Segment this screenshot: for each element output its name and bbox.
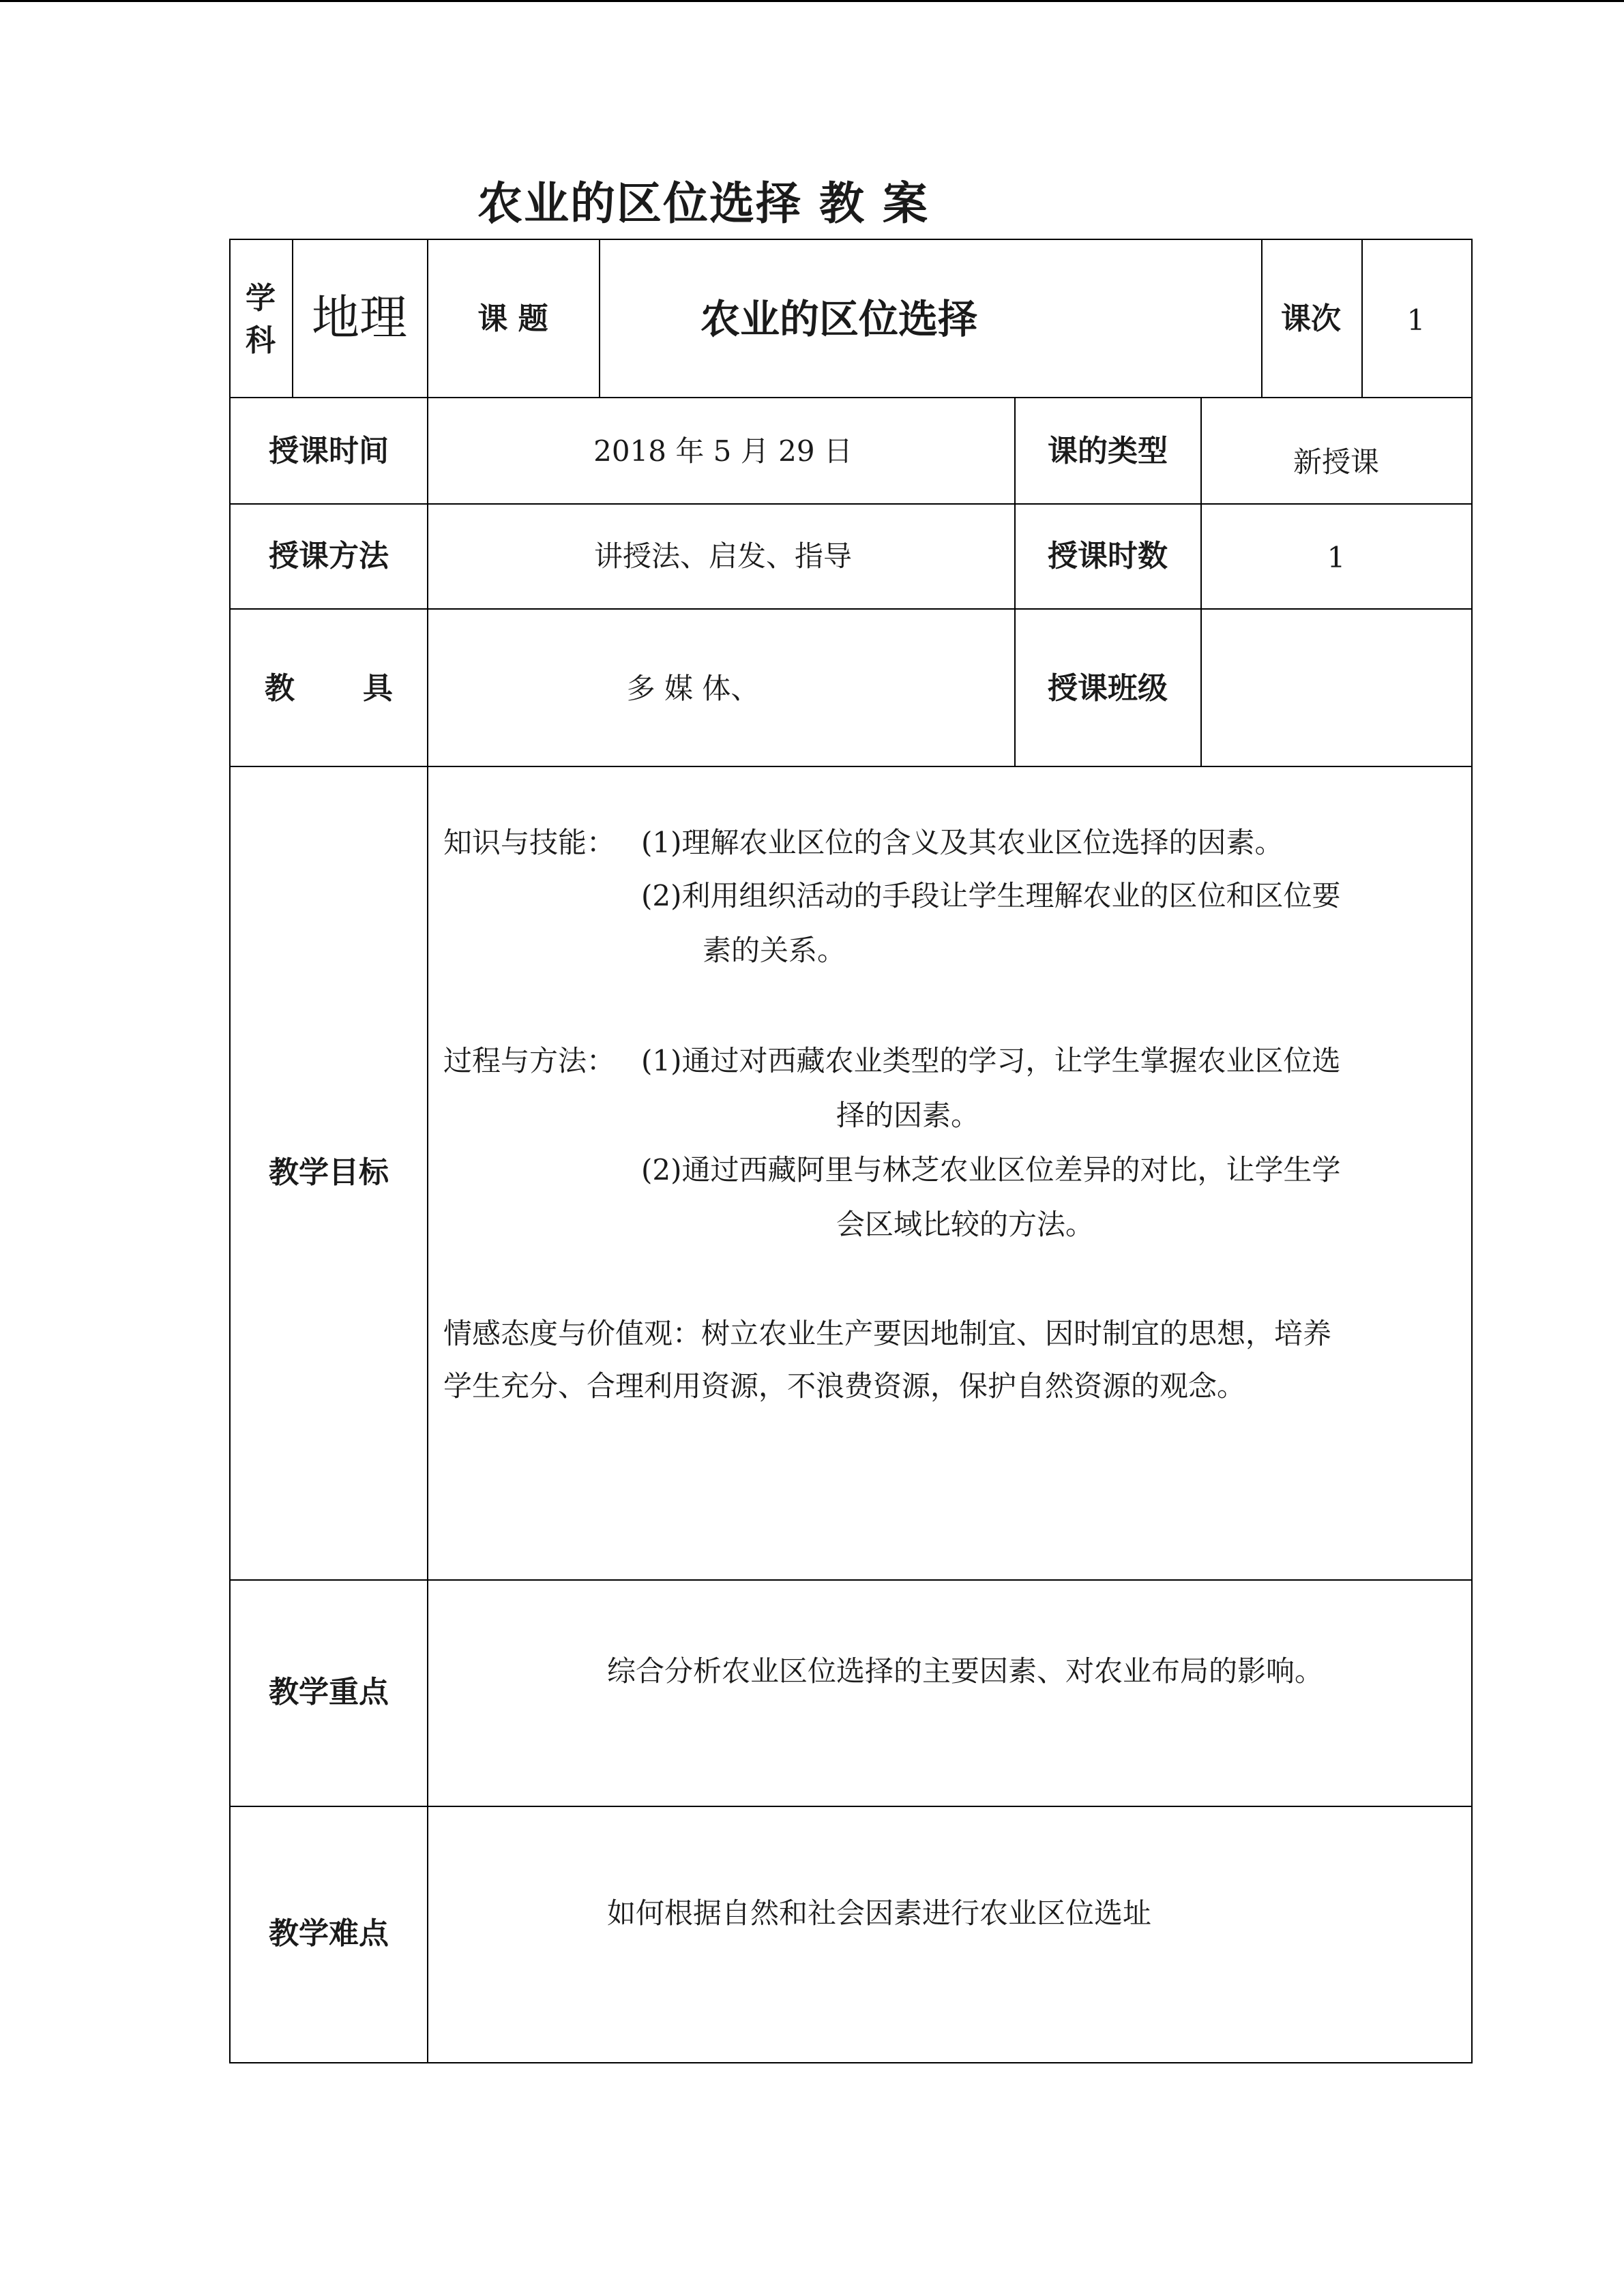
difficulties-label: 教学难点 [269, 1916, 389, 1951]
lesson-type-label: 课的类型 [1048, 434, 1168, 468]
knowledge-heading: 知识与技能： [443, 826, 616, 859]
subject-label-bottom: 科 [246, 323, 276, 358]
teaching-method-label: 授课方法 [269, 539, 389, 573]
column-divider [1261, 239, 1263, 398]
teaching-time-label: 授课时间 [269, 434, 389, 468]
teaching-tools-label-left: 教 [265, 671, 295, 706]
lesson-number-label: 课次 [1281, 301, 1341, 336]
column-divider [1361, 239, 1363, 398]
column-divider [599, 239, 600, 398]
difficulties-value: 如何根据自然和社会因素进行农业区位选址 [607, 1896, 1152, 1930]
row-divider [229, 608, 1473, 610]
column-divider [427, 239, 428, 2063]
knowledge-item-1: (1)理解农业区位的含义及其农业区位选择的因素。 [641, 826, 1284, 859]
column-divider [1014, 397, 1016, 766]
row-divider [229, 397, 1473, 398]
lesson-number-value: 1 [1406, 303, 1426, 337]
process-item-1-line-1: (1)通过对西藏农业类型的学习，让学生掌握农业区位选 [641, 1044, 1341, 1077]
table-border-left [229, 239, 231, 2063]
process-item-2-line-2: 会区域比较的方法。 [836, 1208, 1095, 1241]
teaching-tools-label-right: 具 [363, 671, 393, 706]
lesson-type-value: 新授课 [1293, 445, 1380, 479]
row-divider [229, 1806, 1473, 1807]
subject-label-top: 学 [246, 281, 276, 316]
key-points-label: 教学重点 [269, 1675, 389, 1710]
teaching-hours-value: 1 [1327, 541, 1346, 574]
table-border-bottom [229, 2062, 1473, 2063]
emotion-line-1: 情感态度与价值观：树立农业生产要因地制宜、因时制宜的思想，培养 [443, 1317, 1332, 1350]
column-divider [1200, 397, 1202, 766]
process-heading: 过程与方法： [443, 1044, 616, 1077]
column-divider [292, 239, 293, 398]
teaching-tools-value: 多 媒 体、 [626, 672, 760, 705]
process-item-1-line-2: 择的因素。 [836, 1099, 980, 1132]
knowledge-item-2-line-1: (2)利用组织活动的手段让学生理解农业的区位和区位要 [641, 879, 1341, 912]
teaching-method-value: 讲授法、启发、指导 [593, 539, 853, 573]
objectives-label: 教学目标 [269, 1155, 389, 1190]
document-title: 农业的区位选择 教 案 [477, 177, 929, 230]
subject-value: 地理 [312, 290, 407, 346]
knowledge-item-2-line-2: 素的关系。 [703, 934, 846, 967]
key-points-value: 综合分析农业区位选择的主要因素、对农业布局的影响。 [607, 1654, 1324, 1688]
table-border-right [1471, 239, 1473, 2063]
row-divider [229, 503, 1473, 505]
page-top-border [0, 0, 1624, 2]
teaching-hours-label: 授课时数 [1048, 539, 1168, 573]
topic-value: 农业的区位选择 [700, 296, 978, 342]
teaching-time-value: 2018 年 5 月 29 日 [593, 434, 853, 468]
row-divider [229, 766, 1473, 767]
table-border-top [229, 239, 1473, 240]
class-label: 授课班级 [1048, 671, 1168, 706]
process-item-2-line-1: (2)通过西藏阿里与林芝农业区位差异的对比，让学生学 [641, 1153, 1341, 1187]
emotion-line-2: 学生充分、合理利用资源，不浪费资源，保护自然资源的观念。 [443, 1369, 1246, 1403]
topic-label: 课 题 [477, 301, 548, 336]
row-divider [229, 1579, 1473, 1581]
